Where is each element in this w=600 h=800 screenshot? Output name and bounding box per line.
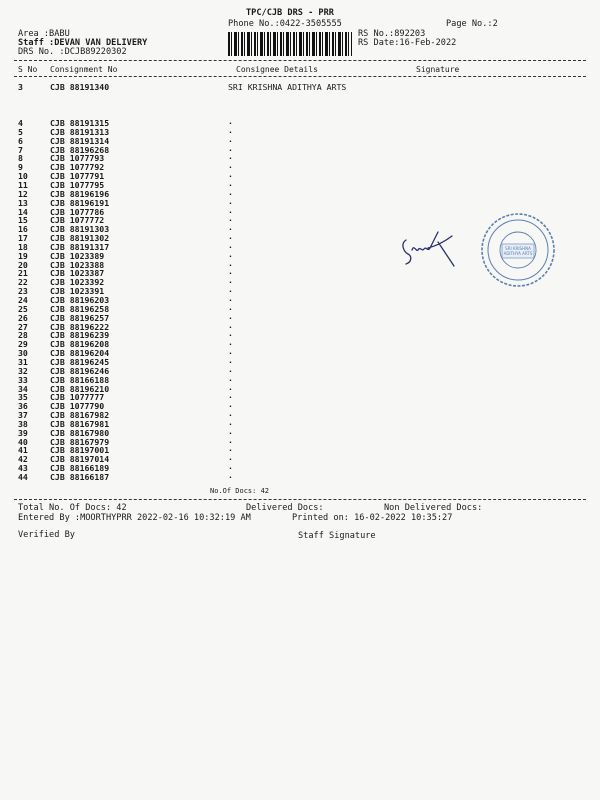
total-docs: Total No. Of Docs: 42 (18, 503, 127, 513)
row-serial-number: 41 (18, 445, 28, 456)
row-consignment-number: CJB 88196257 (50, 312, 110, 323)
row-serial-number: 27 (18, 321, 28, 332)
rs-date: RS Date:16-Feb-2022 (358, 38, 457, 48)
row-consignee: . (228, 266, 233, 277)
row-serial-number: 25 (18, 303, 28, 314)
row-consignee: . (228, 177, 233, 188)
row-serial-number: 36 (18, 401, 28, 412)
footer-rule (14, 499, 586, 500)
row-consignment-number: CJB 88166187 (50, 472, 110, 482)
row-consignment-number: CJB 88167980 (50, 427, 110, 438)
row-consignment-number: CJB 88166189 (50, 463, 110, 474)
row-consignment-number: CJB 88196245 (50, 356, 110, 367)
verified-by: Verified By (18, 530, 75, 540)
row-consignee: . (228, 372, 233, 383)
row-consignment-number: CJB 88196222 (50, 321, 110, 332)
row-consignment-number: CJB 1077792 (50, 162, 105, 173)
col-consignment-header: Consignment No (50, 65, 118, 74)
row-consignment-number: CJB 1077795 (50, 179, 105, 190)
row-consignee: . (228, 151, 233, 162)
row-consignee: . (228, 461, 233, 472)
page-number: Page No.:2 (446, 19, 498, 29)
row-consignment-number: CJB 1077790 (50, 401, 105, 412)
row-serial-number: 4 (18, 118, 23, 128)
row-serial-number: 43 (18, 463, 28, 474)
row-serial-number: 12 (18, 188, 28, 199)
row-serial-number: 28 (18, 330, 28, 341)
row-serial-number: 44 (18, 472, 28, 482)
row-consignment-number: CJB 88191317 (50, 241, 110, 252)
staff-signature: Staff Signature (298, 531, 376, 541)
row-consignee: . (228, 408, 233, 419)
row-serial-number: 32 (18, 365, 28, 376)
row-consignment-number: CJB 88191340 (50, 82, 110, 92)
row-serial-number: 7 (18, 144, 23, 155)
row-consignee: . (228, 231, 233, 242)
staff-label: Staff :DEVAN VAN DELIVERY (18, 38, 148, 48)
row-serial-number: 37 (18, 410, 28, 421)
row-serial-number: 23 (18, 286, 28, 297)
row-serial-number: 9 (18, 162, 23, 173)
row-serial-number: 6 (18, 135, 23, 146)
row-consignment-number: CJB 88196246 (50, 365, 110, 376)
row-serial-number: 26 (18, 312, 28, 323)
row-serial-number: 33 (18, 374, 28, 385)
non-delivered-docs: Non Delivered Docs: (384, 503, 483, 513)
entered-by: Entered By :MOORTHYPRR 2022-02-16 10:32:19 AM (18, 513, 251, 523)
svg-text:SRI KRISHNA: SRI KRISHNA (505, 246, 531, 251)
row-consignment-number: CJB 88196239 (50, 330, 110, 341)
row-serial-number: 18 (18, 241, 28, 252)
row-consignee: . (228, 248, 233, 259)
row-consignment-number: CJB 88197014 (50, 454, 110, 465)
row-consignee: . (228, 257, 233, 268)
row-consignee: . (228, 319, 233, 330)
col-sno-header: S No (18, 65, 38, 74)
row-consignment-number: CJB 1023388 (50, 259, 105, 270)
row-serial-number: 17 (18, 233, 28, 244)
row-consignment-number: CJB 88196258 (50, 303, 110, 314)
row-consignment-number: CJB 1077772 (50, 215, 105, 226)
row-consignee: . (228, 293, 233, 303)
row-consignee: . (228, 169, 233, 180)
row-consignee: . (228, 416, 233, 427)
page-docs-count: No.Of Docs: 42 (210, 487, 270, 495)
row-consignee: . (228, 222, 233, 233)
row-consignment-number: CJB 88196203 (50, 295, 110, 305)
table-row (0, 82, 600, 92)
row-consignee: . (228, 239, 233, 250)
row-consignee: . (228, 160, 233, 171)
row-consignment-number: CJB 1023387 (50, 268, 105, 279)
rs-number: RS No.:892203 (358, 29, 426, 39)
delivered-docs: Delivered Docs: (246, 503, 324, 513)
header-rule-top (14, 60, 586, 61)
row-consignee: . (228, 399, 233, 410)
row-consignee: . (228, 346, 233, 357)
barcode (228, 32, 352, 56)
row-consignment-number: CJB 88167979 (50, 436, 110, 447)
row-consignment-number: CJB 88191303 (50, 224, 110, 235)
row-consignee: . (228, 275, 233, 286)
row-consignee: . (228, 133, 233, 144)
row-consignee: . (228, 381, 233, 392)
row-consignment-number: CJB 1077791 (50, 171, 105, 182)
row-consignee: . (228, 142, 233, 153)
row-consignment-number: CJB 1077793 (50, 153, 105, 164)
svg-text:ADITHYA ARTS: ADITHYA ARTS (503, 251, 533, 256)
row-consignee: . (228, 213, 233, 224)
row-consignee: . (228, 195, 233, 206)
col-signature-header: Signature (416, 65, 460, 74)
row-consignee: . (228, 337, 233, 348)
row-consignment-number: CJB 88196268 (50, 144, 110, 155)
row-consignment-number: CJB 88196210 (50, 383, 110, 394)
row-serial-number: 24 (18, 295, 28, 305)
row-serial-number: 19 (18, 250, 28, 261)
handwritten-signature (398, 222, 460, 272)
row-serial-number: 30 (18, 348, 28, 359)
table-row (0, 472, 600, 482)
row-consignee: . (228, 116, 233, 126)
row-consignment-number: CJB 88196208 (50, 339, 110, 350)
row-consignee: . (228, 301, 233, 312)
row-serial-number: 39 (18, 427, 28, 438)
row-serial-number: 29 (18, 339, 28, 350)
row-serial-number: 11 (18, 179, 28, 190)
row-serial-number: 16 (18, 224, 28, 235)
printed-on: Printed on: 16-02-2022 10:35:27 (292, 513, 453, 523)
row-consignment-number: CJB 88196196 (50, 188, 110, 199)
row-consignee: . (228, 284, 233, 295)
row-consignee: . (228, 443, 233, 454)
row-consignee: . (228, 434, 233, 445)
row-serial-number: 35 (18, 392, 28, 403)
row-serial-number: 31 (18, 356, 28, 367)
row-serial-number: 5 (18, 126, 23, 137)
row-serial-number: 34 (18, 383, 28, 394)
row-consignee: . (228, 470, 233, 480)
row-consignee: . (228, 363, 233, 374)
row-consignment-number: CJB 88197001 (50, 445, 110, 456)
row-consignee: SRI KRISHNA ADITHYA ARTS (228, 82, 347, 92)
row-consignee: . (228, 124, 233, 135)
area-label: Area :BABU (18, 29, 70, 39)
row-serial-number: 22 (18, 277, 28, 288)
row-serial-number: 42 (18, 454, 28, 465)
row-serial-number: 3 (18, 82, 23, 92)
row-serial-number: 21 (18, 268, 28, 279)
row-serial-number: 38 (18, 418, 28, 429)
row-consignee: . (228, 452, 233, 463)
row-consignment-number: CJB 1023389 (50, 250, 105, 261)
row-consignment-number: CJB 88191302 (50, 233, 110, 244)
drs-number: DRS No. :DCJB89220302 (18, 47, 127, 57)
row-consignee: . (228, 204, 233, 215)
row-serial-number: 40 (18, 436, 28, 447)
row-consignment-number: CJB 88191313 (50, 126, 110, 137)
row-consignment-number: CJB 88167981 (50, 418, 110, 429)
row-serial-number: 20 (18, 259, 28, 270)
row-consignee: . (228, 390, 233, 401)
row-consignee: . (228, 425, 233, 436)
row-serial-number: 14 (18, 206, 28, 217)
row-consignment-number: CJB 88196204 (50, 348, 110, 359)
row-consignment-number: CJB 1023392 (50, 277, 105, 288)
row-consignment-number: CJB 1023391 (50, 286, 105, 297)
col-consignee-header: Consignee Details (236, 65, 318, 74)
row-consignee: . (228, 310, 233, 321)
row-consignment-number: CJB 88191315 (50, 118, 110, 128)
header-rule-bottom (14, 76, 586, 77)
company-seal-stamp (478, 210, 558, 290)
row-consignee: . (228, 186, 233, 197)
row-consignment-number: CJB 1077777 (50, 392, 105, 403)
row-consignee: . (228, 328, 233, 339)
row-consignment-number: CJB 1077786 (50, 206, 105, 217)
row-serial-number: 8 (18, 153, 23, 164)
row-consignee: . (228, 354, 233, 365)
row-consignment-number: CJB 88191314 (50, 135, 110, 146)
document-title: TPC/CJB DRS - PRR (246, 8, 334, 18)
row-serial-number: 13 (18, 197, 28, 208)
row-serial-number: 10 (18, 171, 28, 182)
row-consignment-number: CJB 88166188 (50, 374, 110, 385)
row-consignment-number: CJB 88196191 (50, 197, 110, 208)
row-serial-number: 15 (18, 215, 28, 226)
phone-number: Phone No.:0422-3505555 (228, 19, 342, 29)
row-consignment-number: CJB 88167982 (50, 410, 110, 421)
